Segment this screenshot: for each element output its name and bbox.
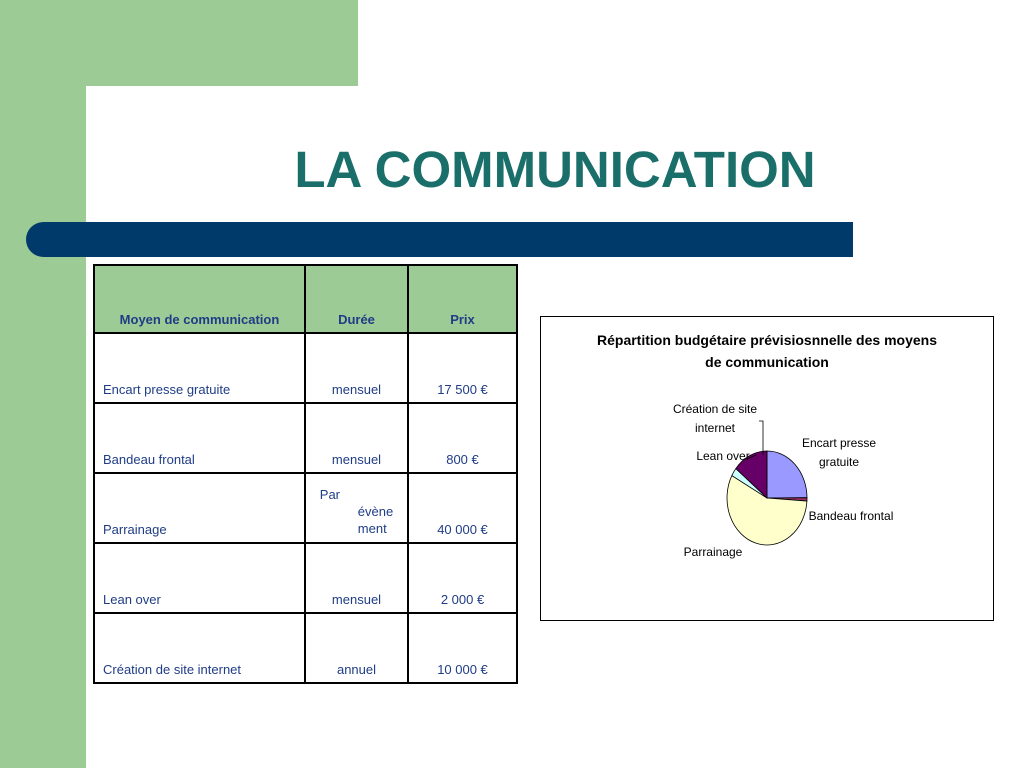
table-header-row [94, 265, 517, 333]
cell-prix: 40 000 € [408, 473, 517, 543]
cell-duree: mensuel [305, 403, 408, 473]
chart-title-line: Répartition budgétaire prévisiosnnelle des moyens [597, 332, 937, 348]
pie-label-creation-site: Création de site internet [672, 402, 758, 435]
header-duree: Durée [305, 265, 408, 333]
cell-moyen: Parrainage [94, 473, 305, 543]
pie-label-lean-over: Lean over [696, 449, 750, 463]
cell-prix: 17 500 € [408, 333, 517, 403]
pie-label-parrainage: Parrainage [683, 545, 743, 559]
cell-duree: mensuel [305, 543, 408, 613]
duree-line: évène [357, 504, 394, 519]
table-row [94, 543, 517, 613]
header-moyen: Moyen de communication [94, 265, 305, 333]
duree-line: Par [319, 487, 341, 502]
slide-title: LA COMMUNICATION [294, 141, 816, 198]
table-row [94, 403, 517, 473]
duree-multiline [320, 486, 393, 537]
cell-moyen: Création de site internet [94, 613, 305, 683]
cell-duree [305, 473, 408, 543]
table-row [94, 613, 517, 683]
cell-moyen: Bandeau frontal [94, 403, 305, 473]
pie-chart-container [540, 316, 994, 621]
header-prix: Prix [408, 265, 517, 333]
table-row [94, 333, 517, 403]
pie-slice-encart-presse [767, 451, 807, 498]
pie-label-bandeau-frontal: Bandeau frontal [808, 509, 894, 523]
leader-line-creation-site [759, 421, 763, 455]
chart-title-line: de communication [705, 354, 829, 370]
cell-prix: 800 € [408, 403, 517, 473]
pie-label-encart-presse: Encart presse gratuite [801, 436, 877, 469]
duree-line: ment [357, 521, 387, 536]
cell-prix: 2 000 € [408, 543, 517, 613]
title-underline-bar [26, 222, 853, 257]
cell-moyen: Lean over [94, 543, 305, 613]
communication-table [93, 264, 518, 684]
table-row [94, 473, 517, 543]
green-left-band [0, 0, 86, 768]
cell-prix: 10 000 € [408, 613, 517, 683]
pie-chart [541, 317, 993, 620]
cell-moyen: Encart presse gratuite [94, 333, 305, 403]
cell-duree: annuel [305, 613, 408, 683]
cell-duree: mensuel [305, 333, 408, 403]
